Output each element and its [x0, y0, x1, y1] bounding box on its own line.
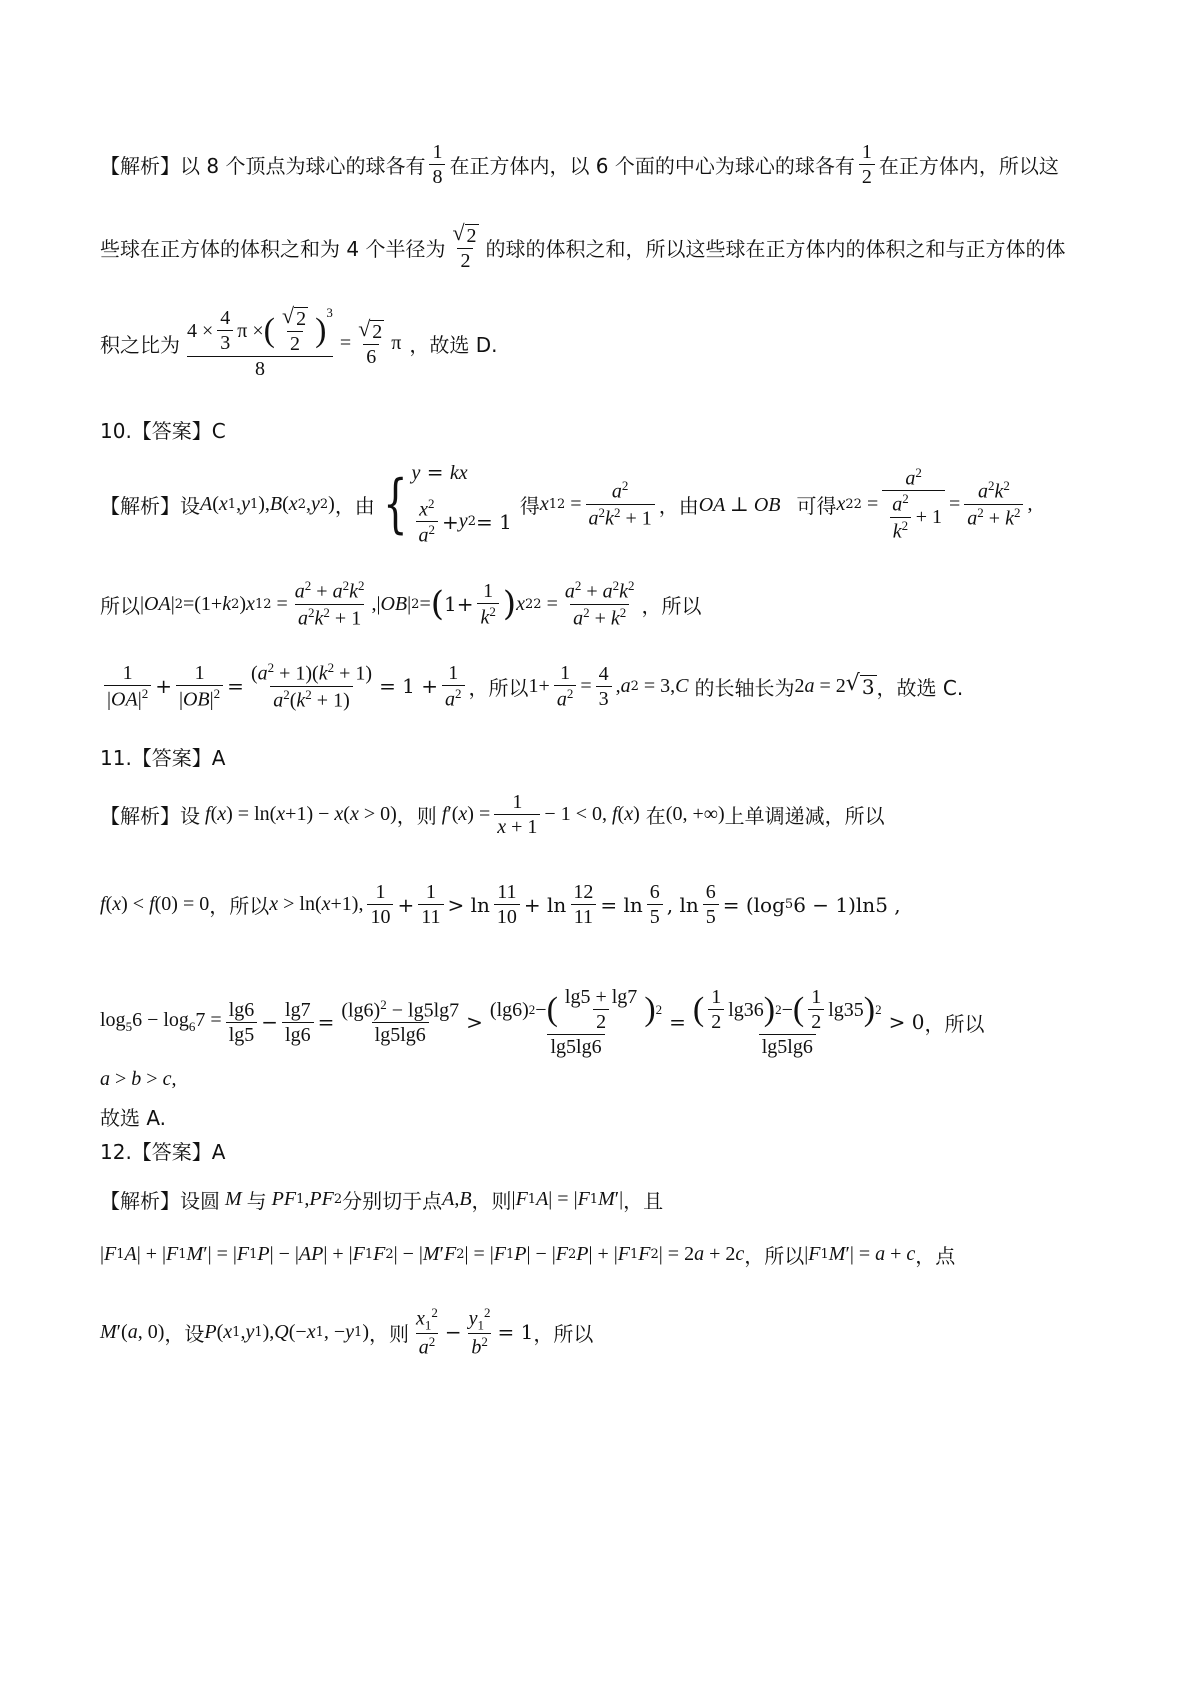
q12-text: ，设 — [164, 1321, 205, 1346]
q11-text: 上单调递减，所以 — [724, 804, 885, 828]
q10-text: ，所以 — [468, 675, 529, 700]
q12-text: 设圆 — [180, 1189, 220, 1213]
q12-text: 分别切于点 — [342, 1189, 443, 1213]
q10-text: ，所以 — [641, 593, 702, 618]
fraction-sqrt2-6: √ 2 6 — [358, 315, 383, 368]
analysis-label: 【解析】 — [100, 154, 180, 178]
q9-text: 积之比为 — [100, 332, 180, 357]
q12-text: ，则 — [471, 1189, 512, 1213]
q10-line-3: $\frac{1}{|OA|^2}$ + $\frac{1}{|OB|^2}$ = $\frac{(a^2 + 1)(k^2 + 1)}{a^2(k^2 + 1)}$ = 1 + $\frac{1}{a^2}$ ，所以 1+ $\frac{1}{a^2}$ = $\frac{4}{3}$ , a 2 = 3, C 的长轴长为 2 a = 2 √ 3 ，故选 C. — [100, 660, 1110, 712]
q10-text: 所以 — [100, 593, 140, 618]
q12-answer — [100, 1136, 1110, 1165]
q9-text: 以 8 个顶点为球心的球各有 — [180, 154, 426, 178]
q11-answer — [100, 742, 1110, 771]
fraction-1-2: $\frac{1}{2}$ — [859, 140, 875, 189]
q12-text: ，且 — [623, 1189, 664, 1213]
q12-text: 与 — [246, 1189, 267, 1213]
q11-text: ，则 — [396, 804, 437, 828]
answer-label: 11.【答案】A — [100, 746, 226, 770]
analysis-label: 【解析】 — [100, 493, 180, 518]
q11-text: ，所以 — [209, 894, 270, 918]
q11-line-4: a > b > c , — [100, 1068, 177, 1090]
q12-line-2: | F 1 A | + | F 1 M ′| = | F 1 P | − | AP | + | F 1 F 2 | − | M ′ F 2 | = | F 1 P | − | F 2 P | + | F 1 F 2 | = 2 a + 2 c ，所以 | F 1 M ′| = a + c ，点 — [100, 1240, 1110, 1269]
q9-text: 在正方体内，所以这 — [878, 154, 1059, 178]
q9-text: 些球在正方体的体积之和为 4 个半径为 — [100, 237, 446, 261]
q12-text: ，点 — [915, 1244, 956, 1268]
answer-label: 10.【答案】C — [100, 419, 226, 443]
q11-text: 设 — [180, 804, 200, 828]
q10-line-2: 所以 | OA | 2 =(1+ k 2 ) x 1 2 = $\frac{a^2 + a^2k^2}{a^2k^2 + 1}$ ,| OB | 2 = ( 1+ $\frac{1}{k^2}$ ) x 2 2 = $\frac{a^2 + a^2k^2}{a^2 + k^2}$ ，所以 — [100, 578, 702, 630]
q9-line-1 — [100, 140, 1110, 189]
q12-line-1: 【解析】 设圆 M 与 PF 1 , PF 2 分别切于点 A , B ，则 | F 1 A | = | F 1 M ′| ，且 — [100, 1185, 1110, 1214]
q11-end — [100, 1102, 1110, 1131]
q12-line-3: M ′( a , 0) ，设 P ( x 1 , y 1 ), Q (− x 1 , − y 1 ) ，则 $\frac{x_1^2}{a^2}$ − $\frac{y_1^2}{b^2}$ = 1 ，所以 — [100, 1305, 594, 1359]
q10-text: 设 — [180, 493, 200, 518]
q10-text: ，由 — [334, 493, 375, 518]
analysis-label: 【解析】 — [100, 804, 180, 828]
volume-ratio-fraction: 4 × $\frac{4}{3}$ π × ( √ 2 2 ) $^3$ 8 — [187, 303, 333, 380]
fraction-sqrt2-2: √ 2 2 — [452, 220, 477, 272]
q12-text: ，所以 — [533, 1321, 594, 1346]
perpendicular-condition: OA ⊥ OB — [698, 493, 781, 516]
q10-text: ，由 — [658, 493, 699, 518]
q10-text: 可得 — [796, 493, 837, 518]
q12-text: ，所以 — [744, 1244, 805, 1268]
q10-text: 得 — [519, 493, 540, 518]
q12-text: ，则 — [369, 1321, 409, 1346]
analysis-label: 【解析】 — [100, 1189, 180, 1213]
equation-system: y = kx $\frac{x^2}{a^2}$ + y 2 = 1 — [411, 460, 512, 547]
q11-text: 故选 A. — [100, 1106, 167, 1130]
q9-text: 的球的体积之和，所以这些球在正方体内的体积之和与正方体的体 — [485, 237, 1066, 261]
q10-text: 的长轴长为 — [694, 675, 795, 700]
q9-text: 在正方体内，以 6 个面的中心为球心的球各有 — [449, 154, 855, 178]
q10-text: ，故选 C. — [876, 675, 964, 700]
fraction-1-8: $\frac{1}{8}$ — [429, 140, 445, 189]
q11-line-3: $\log_56 - \log_67$ = $\frac{\lg 6}{\lg 5}$ − $\frac{\lg 7}{\lg 6}$ = $\frac{(\lg 6)^2 - \lg 5\lg 7}{\lg 5\lg 6}$ > (lg6) 2 − ( $\frac{\lg 5 + \lg 7}{2}$ ) 2 lg5lg6 = ( $\frac{1}{2}$ lg36 ) 2 − ( $\frac{1}{2}$ lg35 ) 2 lg5lg6 > 0 ，所以 — [100, 986, 985, 1058]
q10-line-1: 【解析】 设 A ( x 1 , y 1 ), B ( x 2 , y 2 ) ，由 { y = kx $\frac{x^2}{a^2}$ + y 2 = 1 得 x 1 2 = $\frac{a^2}{a^2k^2 + 1}$ ，由 OA ⊥ OB 可得 x 2 2 = $a^2$ $\frac{a^2}{k^2}$ + 1 = $\frac{a^2k^2}{a^2 + k^2}$ , — [100, 460, 1033, 547]
q9-text: ，故选 D. — [409, 332, 498, 357]
q9-line-2 — [100, 222, 1110, 273]
q9-line-3: 积之比为 4 × $\frac{4}{3}$ π × ( √ 2 2 ) $^3$ 8 = √ 2 6 π ，故选 D. — [100, 303, 498, 380]
q11-line-2: f ( x ) < f (0) = 0 ，所以 x > ln( x +1), $\frac{1}{10}$ + $\frac{1}{11}$ > ln $\frac{11}{10}$ + ln $\frac{12}{11}$ = ln $\frac{6}{5}$ , ln $\frac{6}{5}$ = (log 5 6 − 1)ln5 , — [100, 881, 901, 928]
q11-line-1: 【解析】 设 f ( x ) = ln( x +1) − x ( x > 0) ，则 f ′( x ) = $\frac{1}{x + 1}$ − 1 < 0, f ( x ) 在 (0, +∞) 上单调递减，所以 — [100, 791, 885, 838]
q11-text: ，所以 — [924, 1011, 985, 1036]
answer-label: 12.【答案】A — [100, 1140, 226, 1164]
q10-answer — [100, 415, 1110, 444]
